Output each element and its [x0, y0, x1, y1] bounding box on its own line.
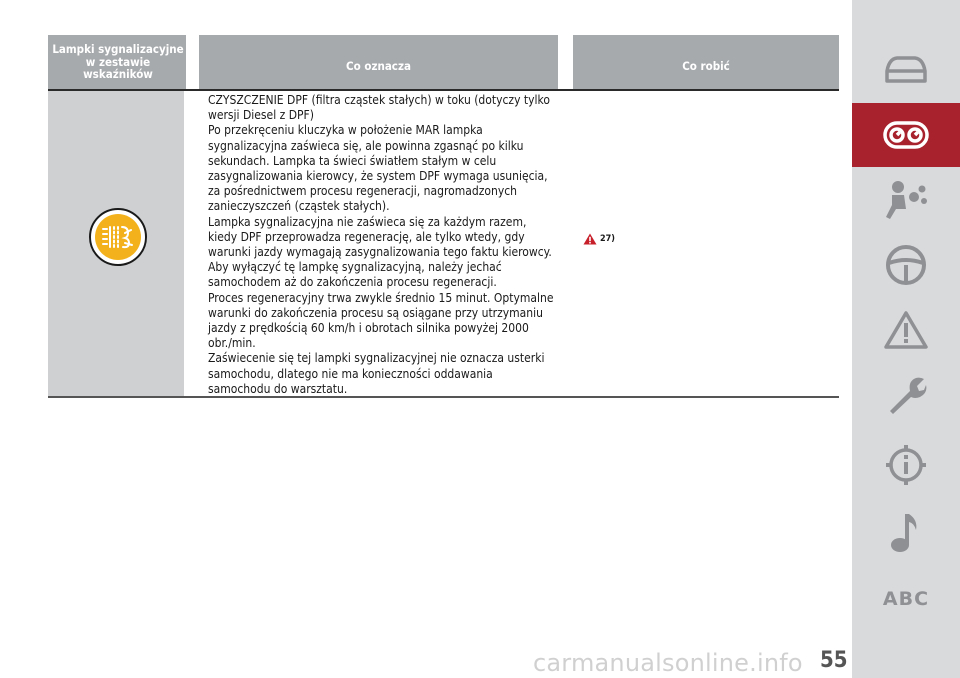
chapter-sidebar — [852, 0, 960, 678]
info-gear-icon — [884, 443, 928, 487]
desc-paragraph: Lampka sygnalizacyjna nie zaświeca się za każdym razem, kiedy DPF przeprowadza regenerację, ale tylko wtedy, gdy warunki jazdy wymagają zasygnalizowania tego faktu kierowcy. Aby wyłączyć tę lampkę sygnalizacyjną, należy jechać samochodem aż do zakończenia procesu regeneracji. — [208, 214, 552, 290]
sidebar-item-safety[interactable] — [852, 168, 960, 232]
airbag-person-icon — [884, 179, 928, 221]
desc-paragraph: Zaświecenie się tej lampki sygnalizacyjnej nie oznacza usterki samochodu, dlatego nie ma konieczności oddawania samochodu do warsztatu. — [208, 351, 545, 396]
row-divider — [48, 396, 839, 398]
header-lamps-line3: wskaźników — [83, 67, 153, 82]
sidebar-item-emergency[interactable] — [852, 298, 960, 362]
header-action: Co robić — [573, 35, 839, 89]
header-lamps-line2: w zestawie — [85, 54, 151, 69]
sidebar-item-car[interactable] — [852, 38, 960, 102]
dashboard-icon — [882, 120, 930, 150]
steering-wheel-icon — [884, 243, 928, 287]
warning-reference[interactable]: 27) — [600, 234, 615, 244]
music-note-icon — [888, 510, 924, 554]
desc-paragraph: Proces regeneracyjny trwa zwykle średnio 15 minut. Optymalne warunki do zakończenia procesu są osiągane przy utrzymaniu jazdy z prędkością 60 km/h i obrotach silnika powyżej 2000 obr./min. — [208, 290, 554, 351]
warning-triangle-icon — [883, 310, 929, 350]
watermark: carmanualsonline.info — [533, 649, 803, 677]
action-cell — [583, 233, 615, 245]
sidebar-item-index[interactable] — [852, 567, 960, 631]
sidebar-item-driving[interactable] — [852, 233, 960, 297]
desc-paragraph: CZYSZCZENIE DPF (filtra cząstek stałych) w toku (dotyczy tylko wersji Diesel z DPF) — [208, 93, 550, 123]
meaning-cell — [208, 93, 558, 397]
sidebar-item-multimedia[interactable] — [852, 500, 960, 564]
page-number: 55 — [820, 648, 848, 673]
sidebar-item-dashboard[interactable] — [852, 103, 960, 167]
warning-triangle-icon — [583, 233, 597, 245]
lamp-cell — [48, 91, 184, 396]
dpf-lamp — [89, 208, 147, 266]
dpf-regeneration-icon — [95, 214, 141, 260]
car-icon — [883, 53, 929, 87]
wrench-icon — [884, 373, 928, 417]
sidebar-item-maintenance[interactable] — [852, 363, 960, 427]
header-lamps — [48, 35, 186, 89]
desc-paragraph: Po przekręceniu kluczyka w położenie MAR lampka sygnalizacyjna zaświeca się, ale powinna zgasnąć po kilku sekundach. Lampka ta świeci światłem stałym w celu zasygnalizowania kierowcy, że system DPF wymaga usunięcia, za pośrednictwem procesu regeneracji, nagromadzonych zanieczyszczeń (cząstek stałych). — [208, 123, 548, 214]
sidebar-item-technical-data[interactable] — [852, 433, 960, 497]
header-meaning: Co oznacza — [199, 35, 558, 89]
header-lamps-line1: Lampki sygnalizacyjne — [52, 42, 184, 57]
index-label: ABC — [882, 588, 930, 610]
